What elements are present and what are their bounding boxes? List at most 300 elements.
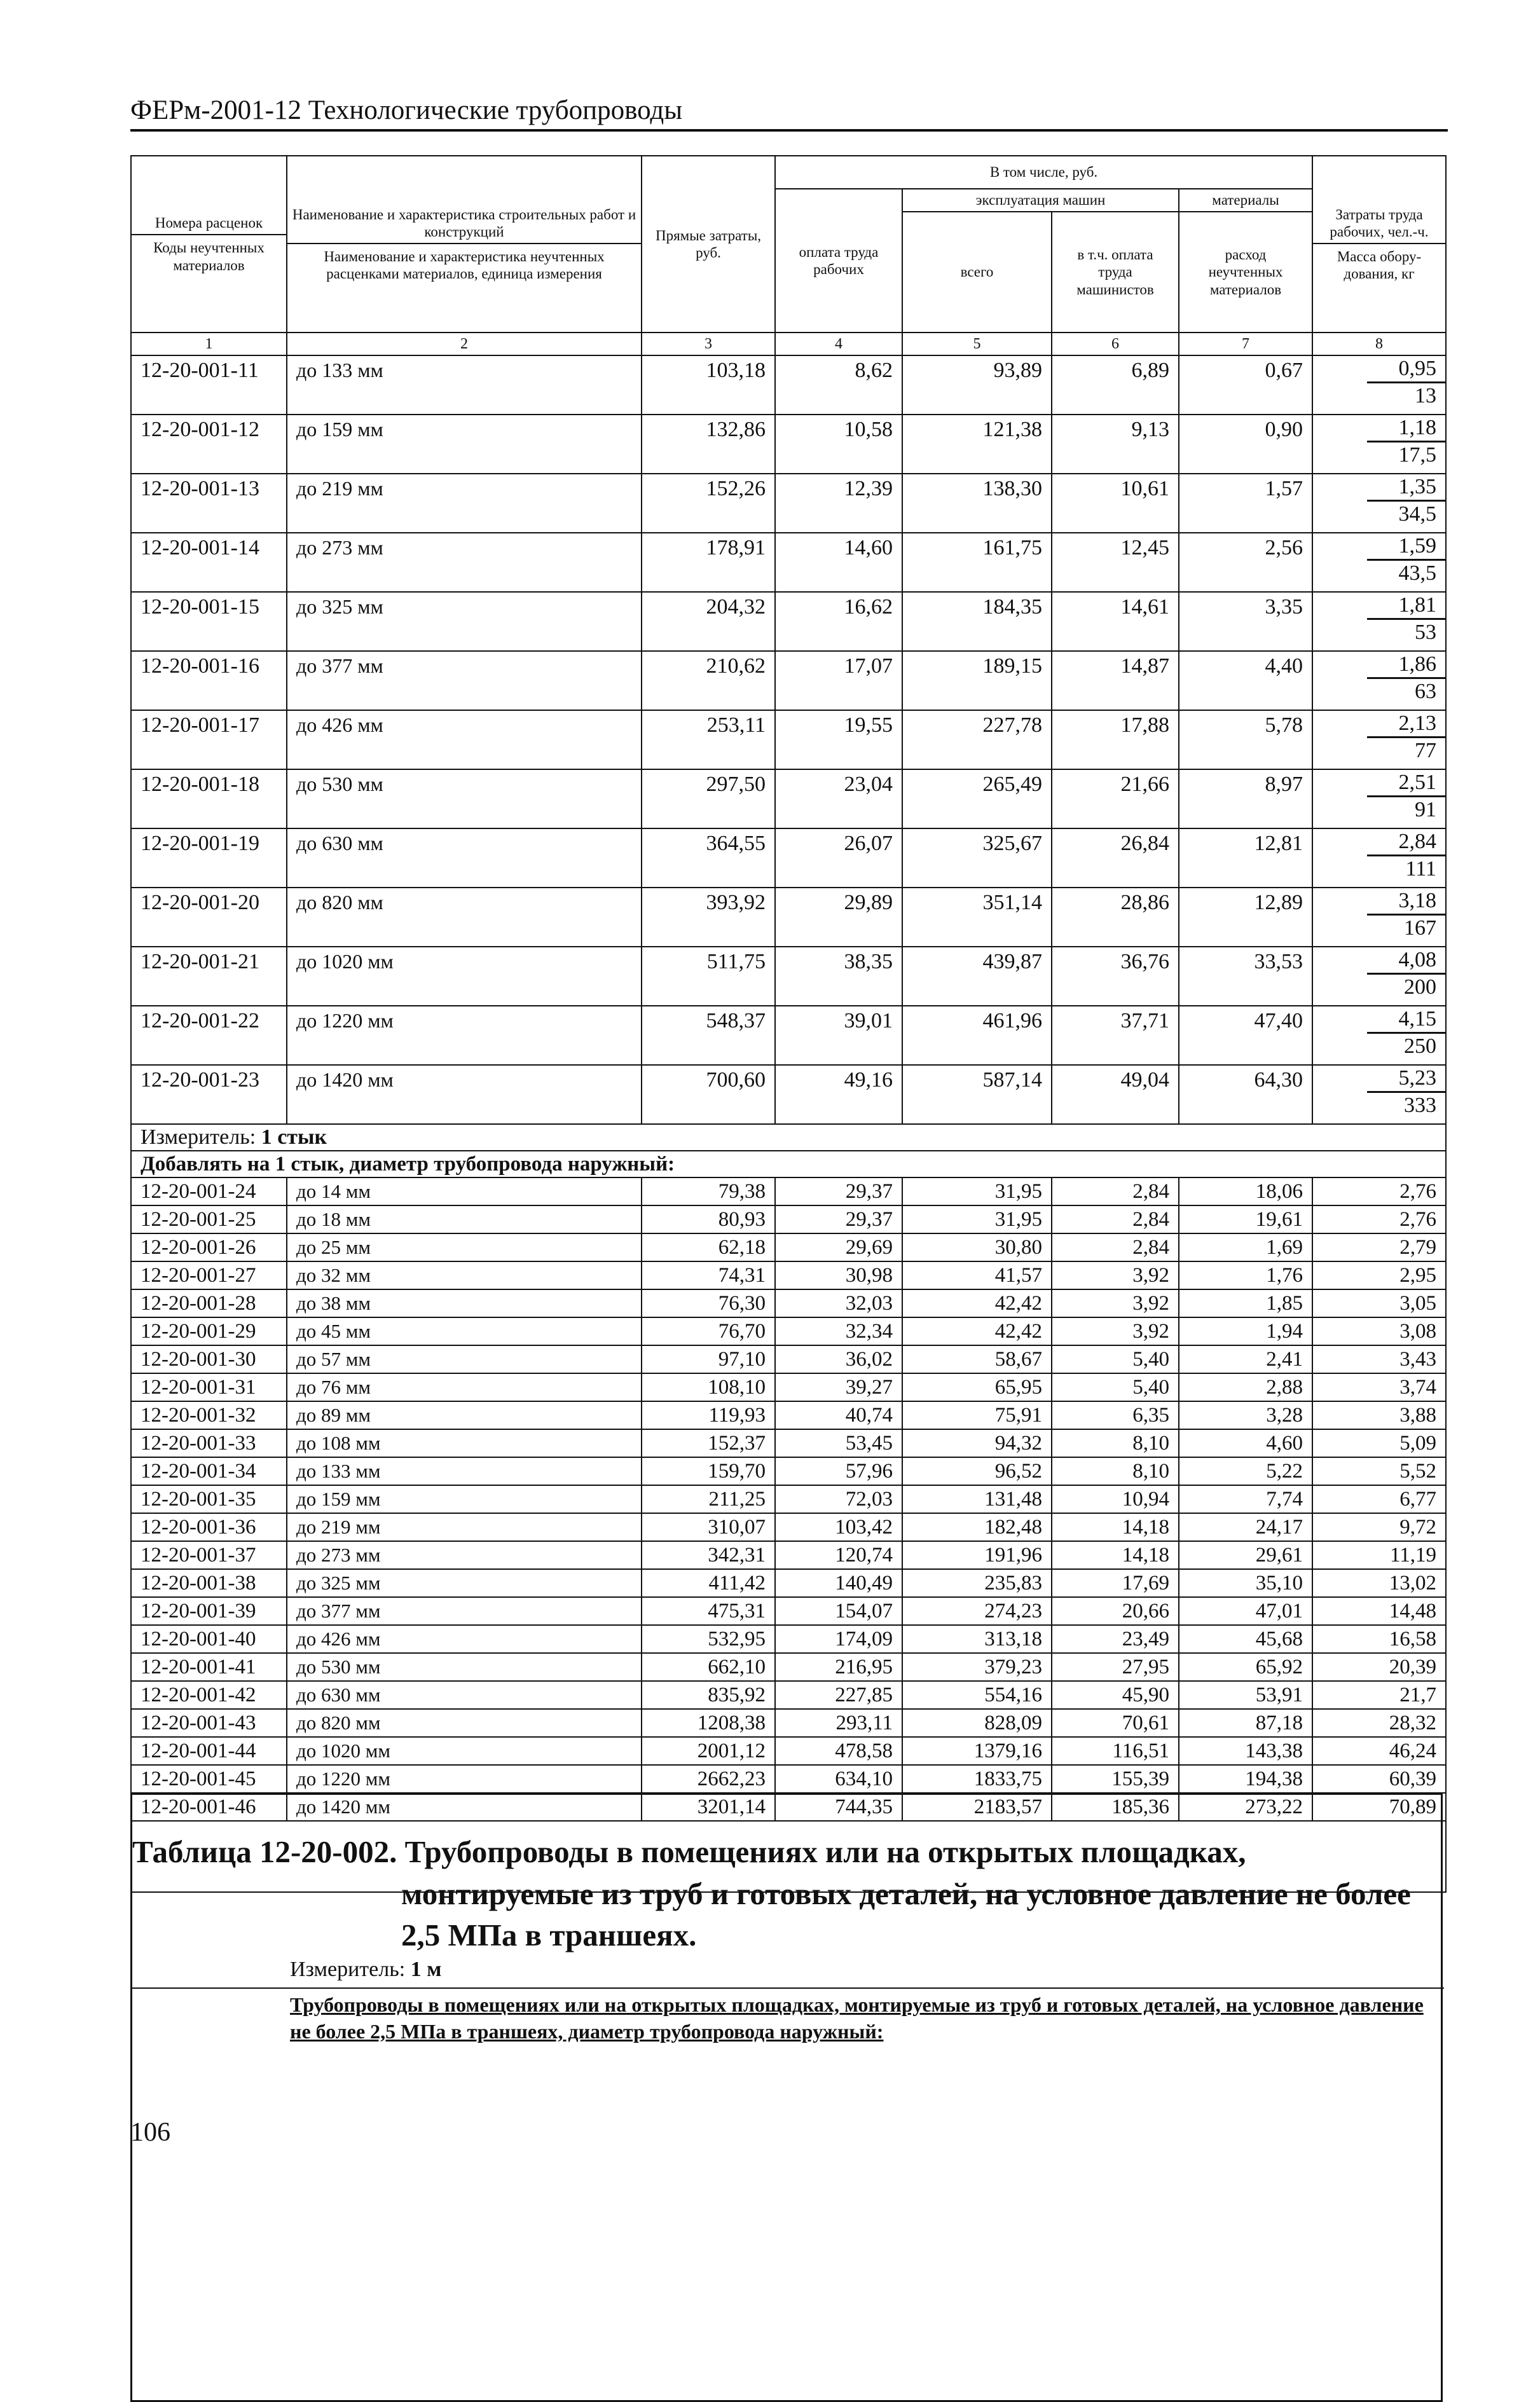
column-number: 1 xyxy=(131,333,287,355)
row-materials: 5,78 xyxy=(1179,710,1312,769)
table-row xyxy=(131,1373,1446,1401)
row-machinists-pay: 37,71 xyxy=(1052,1006,1179,1065)
row-materials: 19,61 xyxy=(1179,1205,1312,1233)
header-name-bottom: Наименование и характеристика неучтенных расценками материалов, единица измерения xyxy=(324,249,605,282)
row-code: 12-20-001-33 xyxy=(131,1429,287,1457)
header-machinists-pay: в т.ч. оплата труда машинистов xyxy=(1052,212,1179,333)
row-materials: 1,94 xyxy=(1179,1317,1312,1345)
row-code: 12-20-001-39 xyxy=(131,1597,287,1625)
table-row xyxy=(131,1006,1446,1065)
row-machinists-pay: 21,66 xyxy=(1052,769,1179,828)
row-direct-costs: 393,92 xyxy=(642,888,775,947)
row-machines-total: 265,49 xyxy=(902,769,1052,828)
row-name: до 133 мм xyxy=(287,355,642,415)
row-mass: 63 xyxy=(1415,680,1437,703)
row-direct-costs: 511,75 xyxy=(642,947,775,1006)
row-direct-costs: 97,10 xyxy=(642,1345,775,1373)
table2-title xyxy=(132,1831,1442,1956)
row-labor-hours: 2,76 xyxy=(1312,1205,1446,1233)
row-direct-costs: 76,30 xyxy=(642,1289,775,1317)
row-machines-total: 31,95 xyxy=(902,1205,1052,1233)
row-materials: 87,18 xyxy=(1179,1709,1312,1737)
row-machines-total: 189,15 xyxy=(902,651,1052,710)
row-labor-hours: 2,76 xyxy=(1312,1177,1446,1205)
row-labor-hours: 1,18 xyxy=(1367,415,1445,443)
row-labor-hours: 2,79 xyxy=(1312,1233,1446,1261)
header-codes xyxy=(131,156,287,333)
table-row xyxy=(131,1625,1446,1653)
row-code: 12-20-001-26 xyxy=(131,1233,287,1261)
row-direct-costs: 103,18 xyxy=(642,355,775,415)
row-direct-costs: 310,07 xyxy=(642,1513,775,1541)
row-materials: 1,69 xyxy=(1179,1233,1312,1261)
table-row xyxy=(131,947,1446,1006)
row-labor-hours: 21,7 xyxy=(1312,1681,1446,1709)
column-number: 8 xyxy=(1312,333,1446,355)
row-labor-hours: 1,86 xyxy=(1367,652,1445,679)
add-line: Добавлять на 1 стык, диаметр трубопровода наружный: xyxy=(131,1151,1446,1177)
row-mass: 111 xyxy=(1405,857,1437,881)
row-direct-costs: 80,93 xyxy=(642,1205,775,1233)
row-direct-costs: 152,37 xyxy=(642,1429,775,1457)
row-mass: 17,5 xyxy=(1398,443,1437,467)
row-machines-total: 274,23 xyxy=(902,1597,1052,1625)
row-materials: 29,61 xyxy=(1179,1541,1312,1569)
row-code: 12-20-001-11 xyxy=(131,355,287,415)
row-mass: 43,5 xyxy=(1398,561,1437,585)
table2-measure-prefix: Измеритель: xyxy=(290,1958,406,1981)
row-labor-pay: 10,58 xyxy=(775,415,902,474)
row-labor-pay: 38,35 xyxy=(775,947,902,1006)
row-labor-pay: 29,89 xyxy=(775,888,902,947)
row-name: до 820 мм xyxy=(287,1709,642,1737)
row-labor-hours: 11,19 xyxy=(1312,1541,1446,1569)
row-name: до 18 мм xyxy=(287,1205,642,1233)
row-labor-pay: 216,95 xyxy=(775,1653,902,1681)
row-labor-mass-cell xyxy=(1312,474,1446,533)
table-row xyxy=(131,1737,1446,1765)
row-name: до 159 мм xyxy=(287,1485,642,1513)
row-machines-total: 325,67 xyxy=(902,828,1052,888)
row-machinists-pay: 3,92 xyxy=(1052,1261,1179,1289)
row-direct-costs: 297,50 xyxy=(642,769,775,828)
row-labor-pay: 39,27 xyxy=(775,1373,902,1401)
row-machinists-pay: 155,39 xyxy=(1052,1765,1179,1793)
row-machinists-pay: 10,94 xyxy=(1052,1485,1179,1513)
row-machines-total: 31,95 xyxy=(902,1177,1052,1205)
row-labor-hours: 2,95 xyxy=(1312,1261,1446,1289)
row-code: 12-20-001-15 xyxy=(131,592,287,651)
row-machinists-pay: 20,66 xyxy=(1052,1597,1179,1625)
row-machines-total: 182,48 xyxy=(902,1513,1052,1541)
row-machines-total: 93,89 xyxy=(902,355,1052,415)
table-row xyxy=(131,888,1446,947)
row-machines-total: 379,23 xyxy=(902,1653,1052,1681)
page-header: ФЕРм-2001-12 Технологические трубопроводы xyxy=(130,95,1448,132)
table-row xyxy=(131,1709,1446,1737)
row-mass: 200 xyxy=(1404,975,1437,999)
row-materials: 2,88 xyxy=(1179,1373,1312,1401)
row-machinists-pay: 49,04 xyxy=(1052,1065,1179,1124)
row-machines-total: 131,48 xyxy=(902,1485,1052,1513)
row-code: 12-20-001-38 xyxy=(131,1569,287,1597)
row-labor-pay: 57,96 xyxy=(775,1457,902,1485)
row-name: до 1420 мм xyxy=(287,1793,642,1821)
row-name: до 219 мм xyxy=(287,474,642,533)
row-mass: 34,5 xyxy=(1398,502,1437,526)
row-labor-pay: 8,62 xyxy=(775,355,902,415)
row-machinists-pay: 2,84 xyxy=(1052,1205,1179,1233)
row-machines-total: 121,38 xyxy=(902,415,1052,474)
row-mass: 250 xyxy=(1404,1034,1437,1058)
row-labor-mass-cell xyxy=(1312,355,1446,415)
table2-title-line3: 2,5 МПа в траншеях. xyxy=(401,1918,697,1953)
row-name: до 1020 мм xyxy=(287,947,642,1006)
row-mass: 91 xyxy=(1415,798,1437,821)
table-row xyxy=(131,1205,1446,1233)
table-row xyxy=(131,1401,1446,1429)
row-labor-pay: 32,34 xyxy=(775,1317,902,1345)
row-machinists-pay: 17,69 xyxy=(1052,1569,1179,1597)
row-direct-costs: 2001,12 xyxy=(642,1737,775,1765)
row-labor-pay: 12,39 xyxy=(775,474,902,533)
row-name: до 630 мм xyxy=(287,1681,642,1709)
row-labor-hours: 70,89 xyxy=(1312,1793,1446,1821)
row-machinists-pay: 14,61 xyxy=(1052,592,1179,651)
row-name: до 530 мм xyxy=(287,769,642,828)
row-mass: 167 xyxy=(1404,916,1437,940)
row-code: 12-20-001-24 xyxy=(131,1177,287,1205)
row-name: до 630 мм xyxy=(287,828,642,888)
table-row xyxy=(131,1485,1446,1513)
row-machinists-pay: 36,76 xyxy=(1052,947,1179,1006)
row-machinists-pay: 14,87 xyxy=(1052,651,1179,710)
row-labor-pay: 19,55 xyxy=(775,710,902,769)
row-machines-total: 439,87 xyxy=(902,947,1052,1006)
row-labor-mass-cell xyxy=(1312,592,1446,651)
row-labor-pay: 72,03 xyxy=(775,1485,902,1513)
row-name: до 530 мм xyxy=(287,1653,642,1681)
row-materials: 0,90 xyxy=(1179,415,1312,474)
header-mass: Масса обору- дования, кг xyxy=(1337,249,1422,282)
row-machines-total: 58,67 xyxy=(902,1345,1052,1373)
row-machinists-pay: 116,51 xyxy=(1052,1737,1179,1765)
row-labor-pay: 23,04 xyxy=(775,769,902,828)
row-name: до 377 мм xyxy=(287,651,642,710)
row-labor-pay: 140,49 xyxy=(775,1569,902,1597)
row-machinists-pay: 12,45 xyxy=(1052,533,1179,592)
row-code: 12-20-001-12 xyxy=(131,415,287,474)
row-machines-total: 30,80 xyxy=(902,1233,1052,1261)
row-labor-hours: 1,81 xyxy=(1367,593,1445,620)
row-code: 12-20-001-31 xyxy=(131,1373,287,1401)
row-materials: 1,76 xyxy=(1179,1261,1312,1289)
column-number: 3 xyxy=(642,333,775,355)
row-materials: 0,67 xyxy=(1179,355,1312,415)
row-code: 12-20-001-36 xyxy=(131,1513,287,1541)
row-labor-hours: 5,52 xyxy=(1312,1457,1446,1485)
row-direct-costs: 152,26 xyxy=(642,474,775,533)
table-row xyxy=(131,1597,1446,1625)
column-numbers-row xyxy=(131,333,1446,355)
row-machinists-pay: 28,86 xyxy=(1052,888,1179,947)
row-code: 12-20-001-13 xyxy=(131,474,287,533)
row-materials: 24,17 xyxy=(1179,1513,1312,1541)
row-labor-pay: 53,45 xyxy=(775,1429,902,1457)
row-name: до 426 мм xyxy=(287,1625,642,1653)
header-codes-top: Номера расценок xyxy=(132,214,286,235)
table-row xyxy=(131,1429,1446,1457)
table-row xyxy=(131,1289,1446,1317)
row-name: до 219 мм xyxy=(287,1513,642,1541)
column-number: 5 xyxy=(902,333,1052,355)
row-labor-hours: 5,09 xyxy=(1312,1429,1446,1457)
row-code: 12-20-001-27 xyxy=(131,1261,287,1289)
row-machinists-pay: 6,35 xyxy=(1052,1401,1179,1429)
row-labor-hours: 2,84 xyxy=(1367,829,1445,856)
table-row xyxy=(131,710,1446,769)
row-labor-pay: 49,16 xyxy=(775,1065,902,1124)
row-machinists-pay: 45,90 xyxy=(1052,1681,1179,1709)
row-labor-hours: 3,08 xyxy=(1312,1317,1446,1345)
row-direct-costs: 74,31 xyxy=(642,1261,775,1289)
row-name: до 45 мм xyxy=(287,1317,642,1345)
row-machines-total: 351,14 xyxy=(902,888,1052,947)
header-machines-total: всего xyxy=(902,212,1052,333)
row-code: 12-20-001-30 xyxy=(131,1345,287,1373)
table-row xyxy=(131,1457,1446,1485)
header-labor-pay: оплата труда рабочих xyxy=(775,189,902,333)
row-mass: 333 xyxy=(1404,1094,1437,1117)
row-code: 12-20-001-32 xyxy=(131,1401,287,1429)
row-direct-costs: 475,31 xyxy=(642,1597,775,1625)
row-code: 12-20-001-29 xyxy=(131,1317,287,1345)
table-row xyxy=(131,1569,1446,1597)
row-labor-hours: 0,95 xyxy=(1367,356,1445,383)
header-machines: эксплуатация машин xyxy=(902,189,1179,212)
header-materials: материалы xyxy=(1179,189,1312,212)
row-materials: 3,35 xyxy=(1179,592,1312,651)
row-direct-costs: 662,10 xyxy=(642,1653,775,1681)
header-unaccounted-materials: расход неучтенных материалов xyxy=(1179,212,1312,333)
row-labor-pay: 40,74 xyxy=(775,1401,902,1429)
row-labor-pay: 634,10 xyxy=(775,1765,902,1793)
row-labor-pay: 14,60 xyxy=(775,533,902,592)
row-labor-hours: 3,18 xyxy=(1367,888,1445,916)
row-name: до 1220 мм xyxy=(287,1765,642,1793)
row-code: 12-20-001-20 xyxy=(131,888,287,947)
price-table xyxy=(130,155,1447,1893)
row-machines-total: 227,78 xyxy=(902,710,1052,769)
row-materials: 1,57 xyxy=(1179,474,1312,533)
row-labor-hours: 2,13 xyxy=(1367,711,1445,738)
row-labor-pay: 36,02 xyxy=(775,1345,902,1373)
row-direct-costs: 132,86 xyxy=(642,415,775,474)
table2-measure xyxy=(290,1957,441,1982)
row-machines-total: 554,16 xyxy=(902,1681,1052,1709)
row-labor-hours: 60,39 xyxy=(1312,1765,1446,1793)
row-labor-mass-cell xyxy=(1312,533,1446,592)
row-direct-costs: 700,60 xyxy=(642,1065,775,1124)
row-direct-costs: 342,31 xyxy=(642,1541,775,1569)
row-code: 12-20-001-25 xyxy=(131,1205,287,1233)
row-machinists-pay: 14,18 xyxy=(1052,1513,1179,1541)
row-labor-hours: 1,35 xyxy=(1367,474,1445,502)
row-machines-total: 65,95 xyxy=(902,1373,1052,1401)
row-code: 12-20-001-46 xyxy=(131,1793,287,1821)
table-row xyxy=(131,1765,1446,1793)
row-labor-hours: 28,32 xyxy=(1312,1709,1446,1737)
row-machinists-pay: 27,95 xyxy=(1052,1653,1179,1681)
row-name: до 32 мм xyxy=(287,1261,642,1289)
row-machines-total: 461,96 xyxy=(902,1006,1052,1065)
row-labor-hours: 3,05 xyxy=(1312,1289,1446,1317)
row-name: до 89 мм xyxy=(287,1401,642,1429)
table-row xyxy=(131,1065,1446,1124)
row-name: до 133 мм xyxy=(287,1457,642,1485)
add-row xyxy=(131,1151,1446,1177)
table-row xyxy=(131,828,1446,888)
table-row xyxy=(131,1233,1446,1261)
row-labor-mass-cell xyxy=(1312,710,1446,769)
row-materials: 12,81 xyxy=(1179,828,1312,888)
row-name: до 820 мм xyxy=(287,888,642,947)
column-number: 2 xyxy=(287,333,642,355)
row-machinists-pay: 26,84 xyxy=(1052,828,1179,888)
row-direct-costs: 178,91 xyxy=(642,533,775,592)
row-machines-total: 41,57 xyxy=(902,1261,1052,1289)
row-materials: 7,74 xyxy=(1179,1485,1312,1513)
measure-row xyxy=(131,1124,1446,1151)
row-labor-hours: 9,72 xyxy=(1312,1513,1446,1541)
row-machines-total: 42,42 xyxy=(902,1317,1052,1345)
row-materials: 143,38 xyxy=(1179,1737,1312,1765)
row-labor-pay: 744,35 xyxy=(775,1793,902,1821)
table-row xyxy=(131,1345,1446,1373)
row-code: 12-20-001-37 xyxy=(131,1541,287,1569)
row-machines-total: 96,52 xyxy=(902,1457,1052,1485)
row-name: до 38 мм xyxy=(287,1289,642,1317)
column-number: 7 xyxy=(1179,333,1312,355)
row-name: до 325 мм xyxy=(287,1569,642,1597)
row-labor-hours: 3,74 xyxy=(1312,1373,1446,1401)
table-row xyxy=(131,1681,1446,1709)
row-machinists-pay: 3,92 xyxy=(1052,1317,1179,1345)
row-name: до 25 мм xyxy=(287,1233,642,1261)
row-machinists-pay: 2,84 xyxy=(1052,1177,1179,1205)
row-labor-hours: 3,88 xyxy=(1312,1401,1446,1429)
row-name: до 1420 мм xyxy=(287,1065,642,1124)
row-direct-costs: 411,42 xyxy=(642,1569,775,1597)
row-materials: 53,91 xyxy=(1179,1681,1312,1709)
row-labor-pay: 16,62 xyxy=(775,592,902,651)
row-machines-total: 313,18 xyxy=(902,1625,1052,1653)
table-row xyxy=(131,533,1446,592)
row-code: 12-20-001-19 xyxy=(131,828,287,888)
row-direct-costs: 532,95 xyxy=(642,1625,775,1653)
row-machinists-pay: 3,92 xyxy=(1052,1289,1179,1317)
row-labor-hours: 2,51 xyxy=(1367,770,1445,797)
row-mass: 53 xyxy=(1415,621,1437,644)
row-mass: 77 xyxy=(1415,739,1437,762)
row-materials: 47,40 xyxy=(1179,1006,1312,1065)
row-labor-mass-cell xyxy=(1312,1006,1446,1065)
row-name: до 273 мм xyxy=(287,1541,642,1569)
row-labor-mass-cell xyxy=(1312,828,1446,888)
row-direct-costs: 3201,14 xyxy=(642,1793,775,1821)
table2-description-text: Трубопроводы в помещениях или на открытых площадках, монтируемые из труб и готовых деталей, на условное давление не более 2,5 МПа в траншеях, диаметр трубопровода наружный: xyxy=(290,1993,1424,2043)
header-direct-costs: Прямые затраты, руб. xyxy=(642,156,775,333)
measure-value: 1 стык xyxy=(261,1125,327,1149)
row-machinists-pay: 2,84 xyxy=(1052,1233,1179,1261)
row-machines-total: 235,83 xyxy=(902,1569,1052,1597)
row-materials: 4,40 xyxy=(1179,651,1312,710)
row-materials: 4,60 xyxy=(1179,1429,1312,1457)
row-machines-total: 587,14 xyxy=(902,1065,1052,1124)
table2-title-line1: Таблица 12-20-002. Трубопроводы в помещениях или на открытых площадках, xyxy=(132,1834,1246,1869)
table2-divider xyxy=(130,1987,1444,1989)
row-labor-pay: 32,03 xyxy=(775,1289,902,1317)
header-labor-mass xyxy=(1312,156,1446,333)
row-labor-mass-cell xyxy=(1312,1065,1446,1124)
row-code: 12-20-001-45 xyxy=(131,1765,287,1793)
row-code: 12-20-001-43 xyxy=(131,1709,287,1737)
table-row xyxy=(131,592,1446,651)
row-direct-costs: 210,62 xyxy=(642,651,775,710)
column-number: 6 xyxy=(1052,333,1179,355)
column-number: 4 xyxy=(775,333,902,355)
row-labor-hours: 20,39 xyxy=(1312,1653,1446,1681)
table-row xyxy=(131,1541,1446,1569)
row-machinists-pay: 70,61 xyxy=(1052,1709,1179,1737)
row-direct-costs: 108,10 xyxy=(642,1373,775,1401)
row-machinists-pay: 6,89 xyxy=(1052,355,1179,415)
row-direct-costs: 62,18 xyxy=(642,1233,775,1261)
row-materials: 273,22 xyxy=(1179,1793,1312,1821)
row-name: до 1020 мм xyxy=(287,1737,642,1765)
row-code: 12-20-001-22 xyxy=(131,1006,287,1065)
row-materials: 3,28 xyxy=(1179,1401,1312,1429)
row-name: до 14 мм xyxy=(287,1177,642,1205)
row-labor-pay: 29,37 xyxy=(775,1205,902,1233)
row-labor-hours: 4,15 xyxy=(1367,1006,1445,1034)
row-code: 12-20-001-28 xyxy=(131,1289,287,1317)
row-labor-pay: 26,07 xyxy=(775,828,902,888)
row-labor-mass-cell xyxy=(1312,415,1446,474)
row-labor-pay: 39,01 xyxy=(775,1006,902,1065)
row-code: 12-20-001-14 xyxy=(131,533,287,592)
row-machinists-pay: 14,18 xyxy=(1052,1541,1179,1569)
row-labor-mass-cell xyxy=(1312,769,1446,828)
row-labor-pay: 478,58 xyxy=(775,1737,902,1765)
row-direct-costs: 119,93 xyxy=(642,1401,775,1429)
row-machinists-pay: 17,88 xyxy=(1052,710,1179,769)
row-labor-mass-cell xyxy=(1312,651,1446,710)
header-labor-hours: Затраты труда рабочих, чел.-ч. xyxy=(1313,206,1445,244)
row-direct-costs: 835,92 xyxy=(642,1681,775,1709)
row-name: до 426 мм xyxy=(287,710,642,769)
row-labor-pay: 154,07 xyxy=(775,1597,902,1625)
header-name xyxy=(287,156,642,333)
row-machines-total: 75,91 xyxy=(902,1401,1052,1429)
header-codes-bottom: Коды неучтенных материалов xyxy=(153,240,265,273)
row-labor-hours: 13,02 xyxy=(1312,1569,1446,1597)
row-materials: 2,41 xyxy=(1179,1345,1312,1373)
table-row xyxy=(131,415,1446,474)
page-number: 106 xyxy=(130,2118,170,2147)
row-materials: 5,22 xyxy=(1179,1457,1312,1485)
table-row xyxy=(131,1513,1446,1541)
